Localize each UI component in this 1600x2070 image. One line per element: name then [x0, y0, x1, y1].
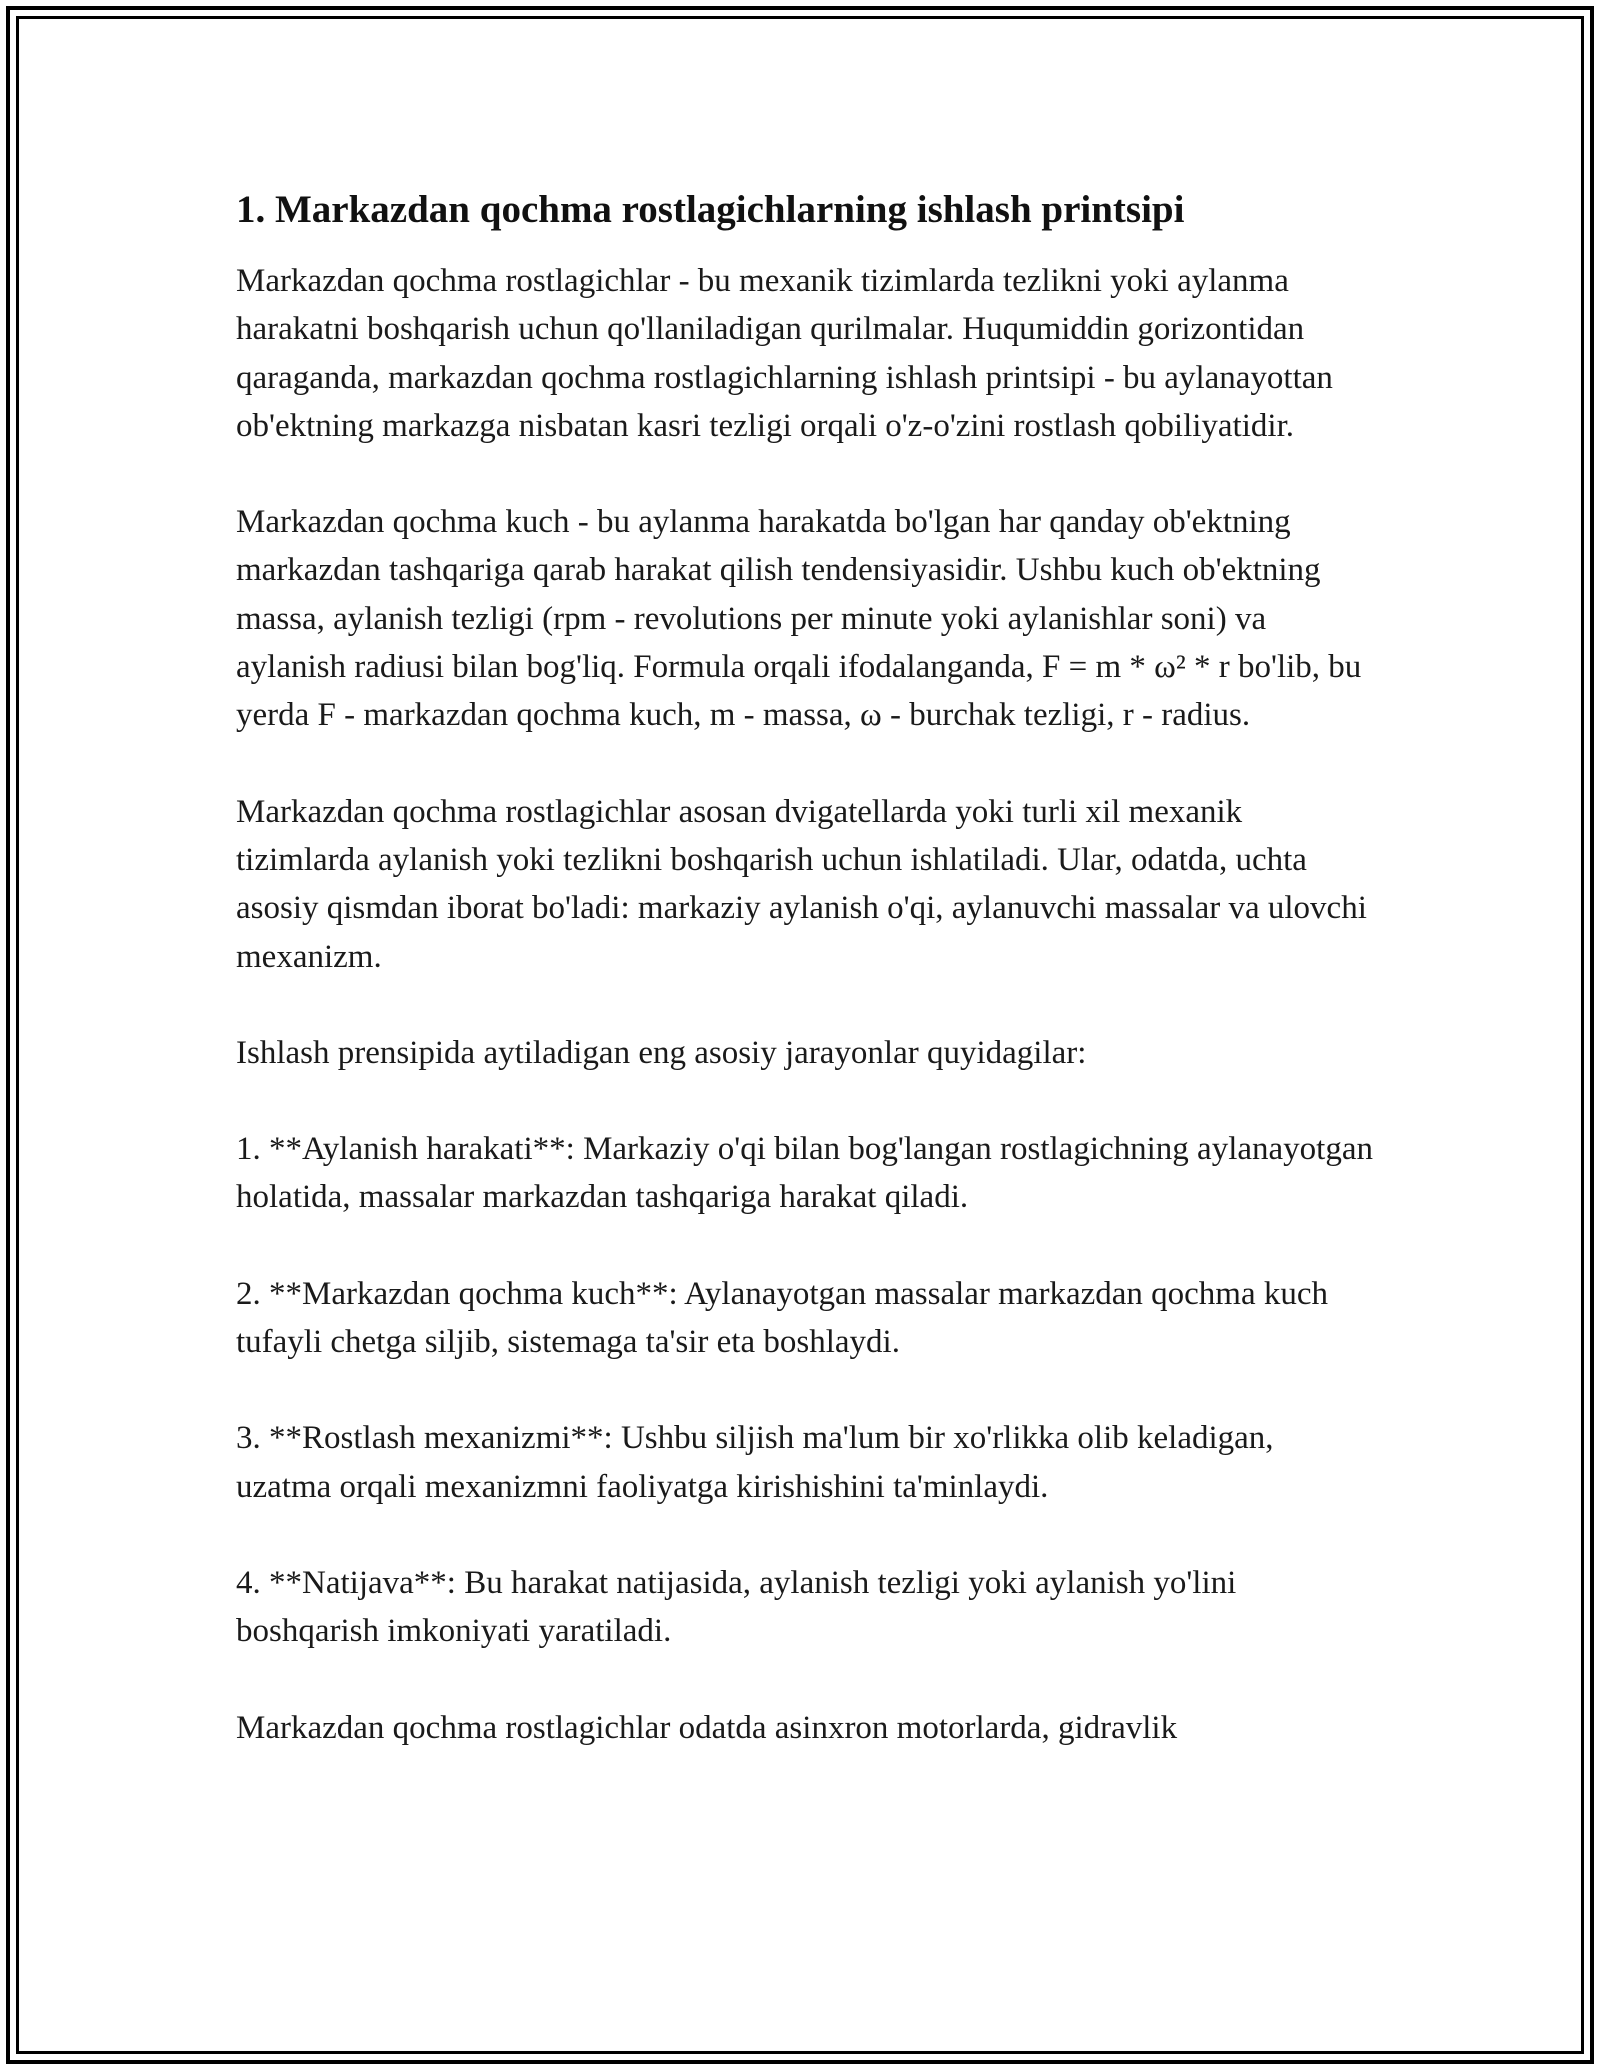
- paragraph-intro: Markazdan qochma rostlagichlar - bu mexanik tizimlarda tezlikni yoki aylanma harakatni boshqarish uchun qo'llaniladigan qurilmalar. Huqumiddin gorizontidan qaraganda, markazdan qochma rostlagichlarning ishlash printsipi - bu aylanayottan ob'ektning markazga nisbatan kasri tezligi orqali o'z-o'zini rostlash qobiliyatidir.: [236, 263, 1333, 444]
- document-body: [236, 184, 1376, 1800]
- document-title: 1. Markazdan qochma rostlagichlarning ishlash printsipi: [236, 188, 1185, 231]
- list-item-result: 4. **Natijava**: Bu harakat natijasida, aylanish tezligi yoki aylanish yo'lini boshqarish imkoniyati yaratiladi.: [236, 1564, 1237, 1650]
- paragraph-process-intro: Ishlash prensipida aytiladigan eng asosiy jarayonlar quyidagilar:: [236, 1034, 1087, 1071]
- list-item-regulation-mechanism: 3. **Rostlash mexanizmi**: Ushbu siljish ma'lum bir xo'rlikka olib keladigan, uzatma orqali mexanizmni faoliyatga kirishishini ta'minlaydi.: [236, 1420, 1274, 1505]
- paragraph-centrifugal-force: Markazdan qochma kuch - bu aylanma harakatda bo'lgan har qanday ob'ektning markazdan tashqariga qarab harakat qilish tendensiyasidir. Ushbu kuch ob'ektning massa, aylanish tezligi (rpm - revolutions per minute yoki aylanishlar soni) va aylanish radiusi bilan bog'liq. Formula orqali ifodalanganda, F = m * ω² * r bo'lib, bu yerda F - markazdan qochma kuch, m - massa, ω - burchak tezligi, r - radius.: [236, 504, 1362, 734]
- paragraph-applications: Markazdan qochma rostlagichlar odatda asinxron motorlarda, gidravlik: [236, 1709, 1178, 1746]
- list-item-rotation: 1. **Aylanish harakati**: Markaziy o'qi bilan bog'langan rostlagichning aylanayotgan holatida, massalar markazdan tashqariga harakat qiladi.: [236, 1131, 1373, 1216]
- list-item-centrifugal-force: 2. **Markazdan qochma kuch**: Aylanayotgan massalar markazdan qochma kuch tufayli chetga siljib, sistemaga ta'sir eta boshlaydi.: [236, 1275, 1329, 1361]
- paragraph-usage: Markazdan qochma rostlagichlar asosan dvigatellarda yoki turli xil mexanik tizimlarda aylanish yoki tezlikni boshqarish uchun ishlatiladi. Ular, odatda, uchta asosiy qismdan iborat bo'ladi: markaziy aylanish o'qi, aylanuvchi massalar va ulovchi mexanizm.: [236, 793, 1367, 975]
